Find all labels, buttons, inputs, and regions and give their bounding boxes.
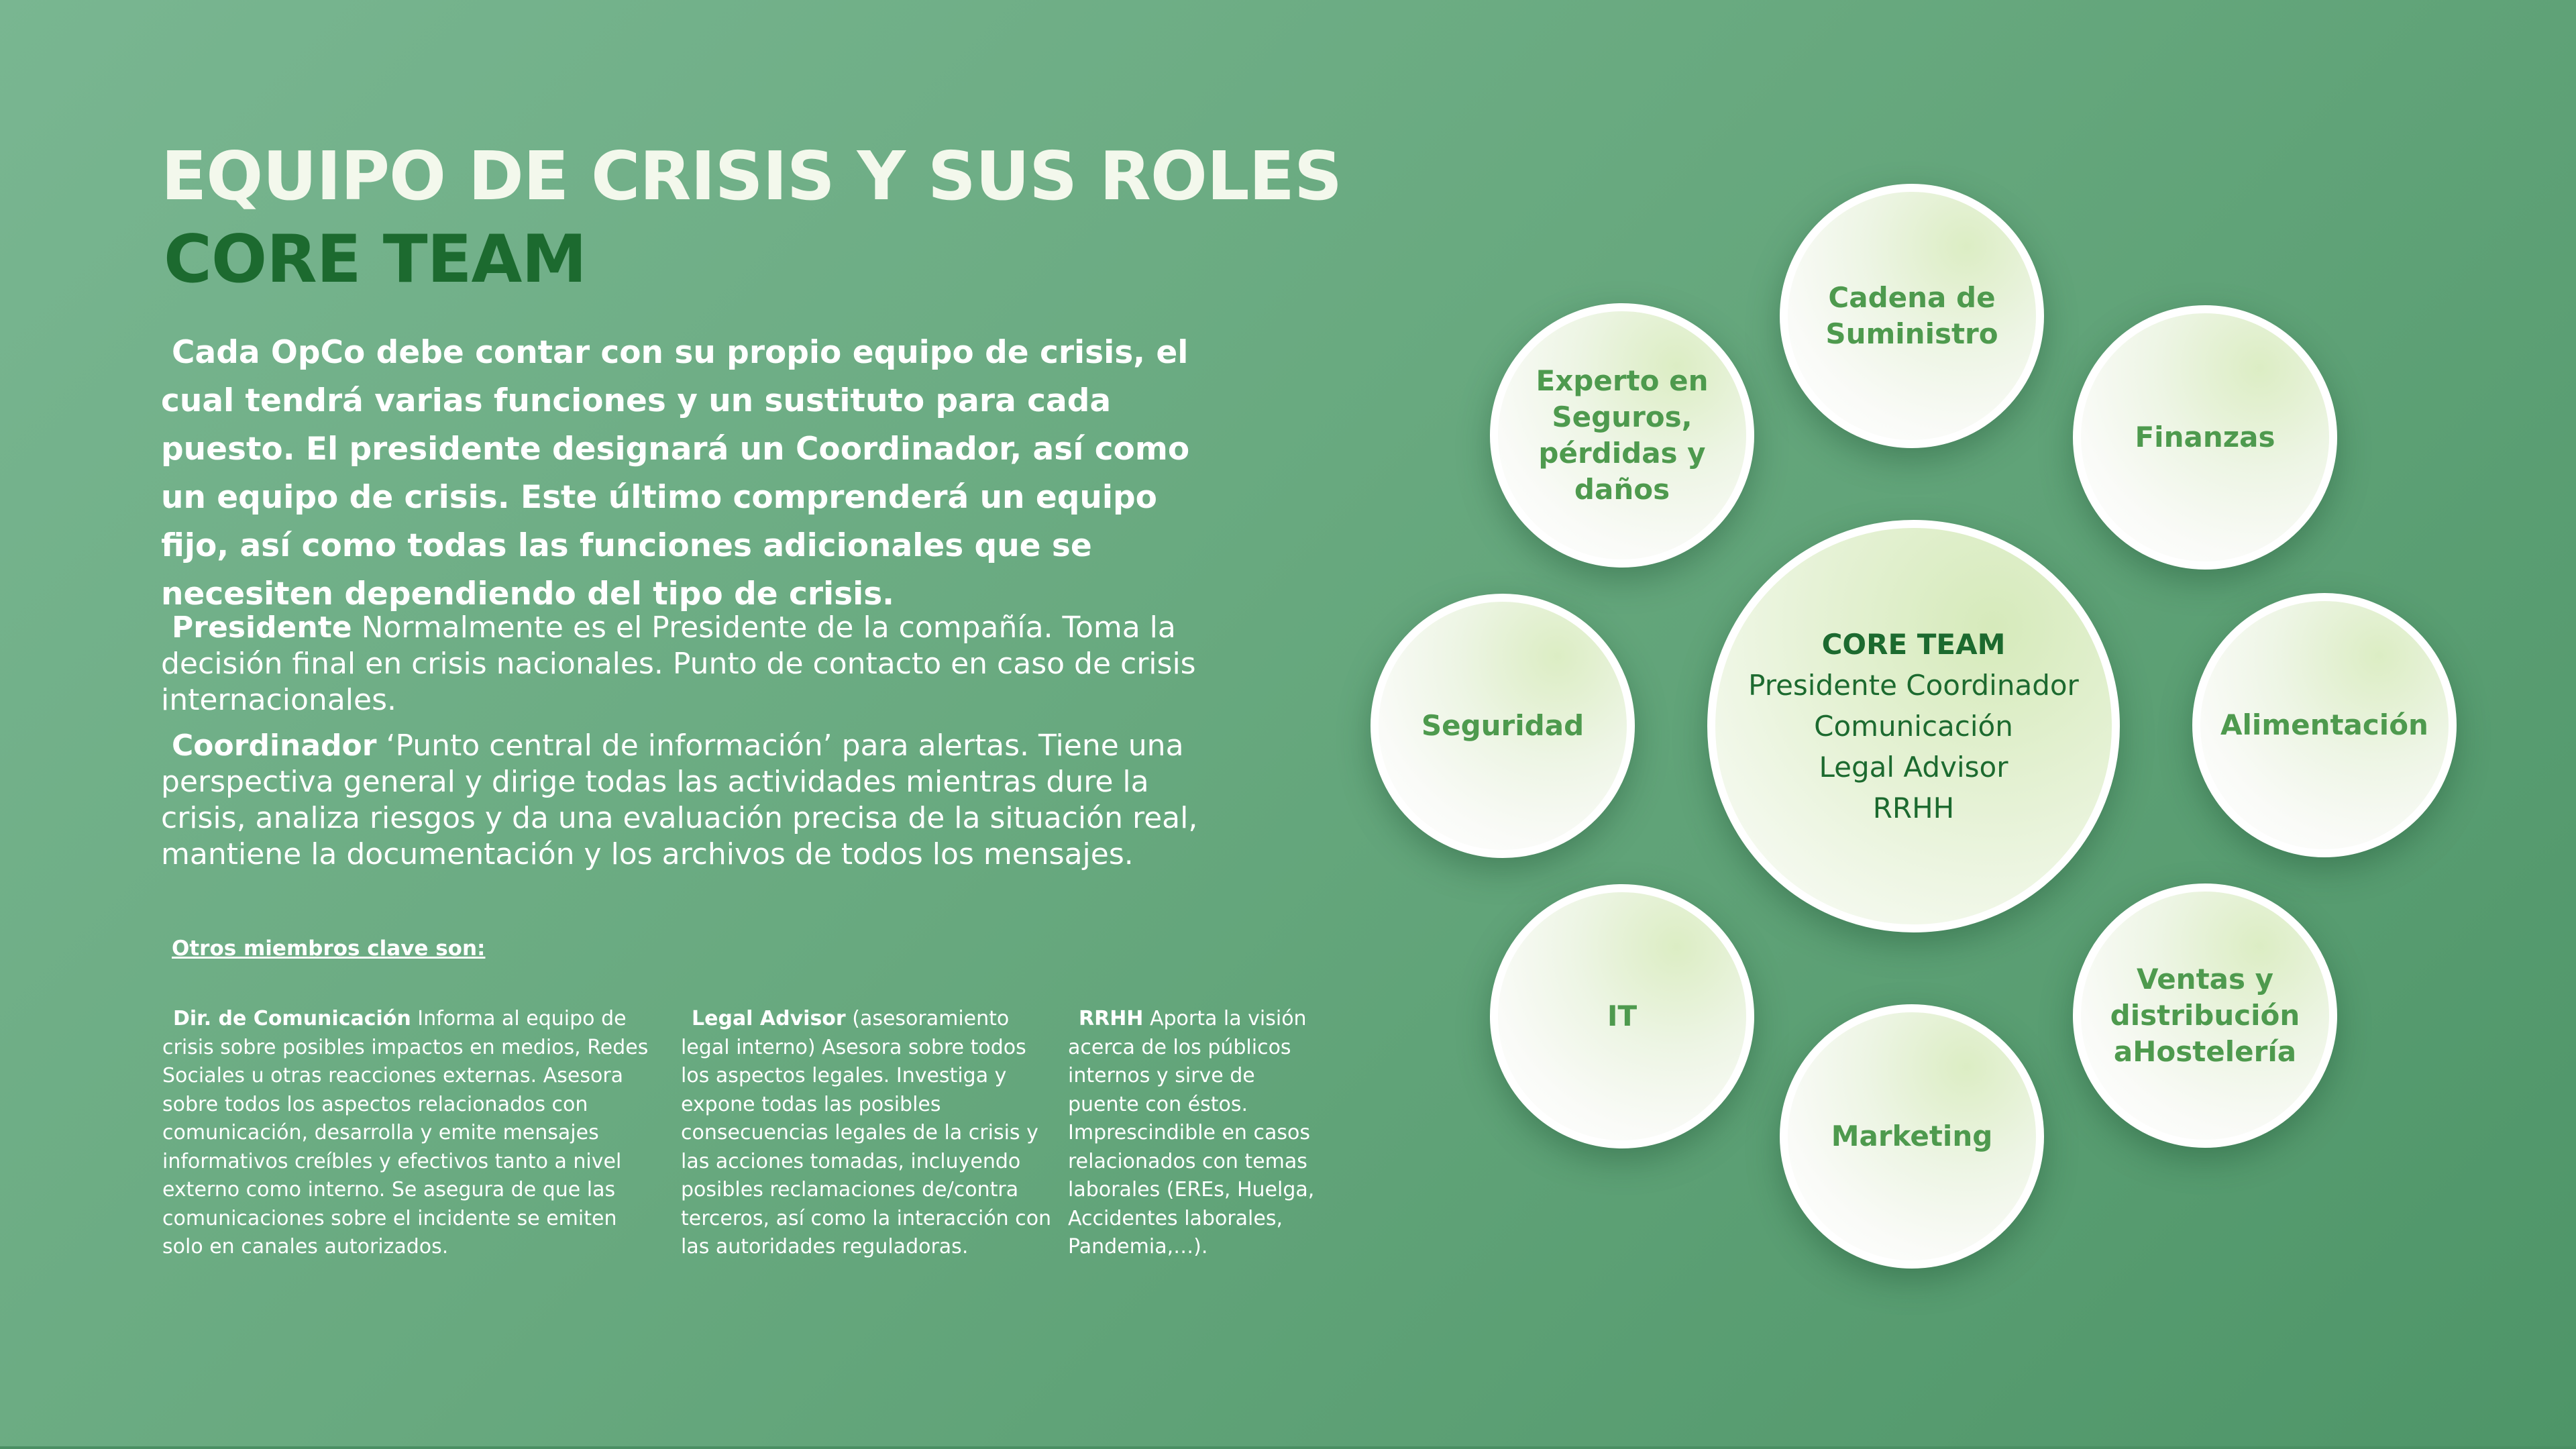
bubble-alimentacion	[2192, 593, 2457, 857]
page-title: EQUIPO DE CRISIS Y SUS ROLES	[161, 137, 1342, 215]
role-presidente	[161, 610, 1234, 718]
bubble-label: Experto en Seguros, pérdidas y daños	[1536, 364, 1709, 506]
bubble-label: Finanzas	[2135, 421, 2275, 453]
bubble-finanzas	[2073, 305, 2337, 570]
member-comunicacion-label: Dir. de Comunicación	[173, 1007, 411, 1030]
core-team-line: RRHH	[1872, 792, 1955, 824]
bubble-ventas-distribucion	[2073, 883, 2337, 1148]
bubble-label: Cadena de Suministro	[1825, 281, 1998, 350]
core-team-line: Presidente Coordinador	[1748, 669, 2079, 702]
core-team-line: Comunicación	[1814, 710, 2013, 743]
bubble-label: Ventas y distribución aHostelería	[2110, 963, 2300, 1068]
member-rrhh	[1068, 1005, 1316, 1262]
others-heading: Otros miembros clave son:	[172, 936, 486, 961]
role-presidente-text: Normalmente es el Presidente de la compañía. Toma la decisión final en crisis nacionales. Punto de contacto en caso de crisis internacionales.	[161, 610, 1196, 717]
core-team-line: Legal Advisor	[1819, 751, 2008, 784]
member-comunicacion-text: Informa al equipo de crisis sobre posibles impactos en medios, Redes Sociales u otras reacciones externas. Asesora sobre todos los aspectos relacionados con comunicación, desarrolla y emite mensajes informativos creíbles y efectivos tanto a nivel externo como interno. Se asegura de que las comunicaciones sobre el incidente se emiten solo en canales autorizados.	[162, 1007, 649, 1258]
bubble-label: IT	[1607, 1000, 1638, 1032]
bubble-label: Marketing	[1831, 1120, 1993, 1152]
member-comunicacion	[162, 1005, 659, 1262]
member-legal-advisor-label: Legal Advisor	[692, 1007, 846, 1030]
role-coordinador	[161, 728, 1234, 873]
intro-paragraph: Cada OpCo debe contar con su propio equipo de crisis, el cual tendrá varias funciones y un sustituto para cada puesto. El presidente designará un Coordinador, así como un equipo de crisis. Este último comprenderá un equipo fijo, así como todas las funciones adicionales que se necesiten dependiendo del tipo de crisis.	[161, 334, 1190, 612]
bubble-label: Seguridad	[1421, 709, 1585, 742]
bubble-cadena-suministro	[1780, 184, 2044, 448]
core-team-title: CORE TEAM	[1821, 628, 2006, 661]
role-coordinador-text: ‘Punto central de información’ para alertas. Tiene una perspectiva general y dirige todas las actividades mientras dure la crisis, analiza riesgos y da una evaluación precisa de la situación real, mantiene la documentación y los archivos de todos los mensajes.	[161, 729, 1198, 871]
page-subtitle: CORE TEAM	[164, 221, 586, 298]
member-legal-advisor-text: (asesoramiento legal interno) Asesora sobre todos los aspectos legales. Investiga y expone todas las posibles consecuencias legales de la crisis y las acciones tomadas, incluyendo posibles reclamaciones de/contra terceros, así como la interacción con las autoridades reguladoras.	[681, 1007, 1052, 1258]
member-rrhh-text: Aporta la visión acerca de los públicos internos y sirve de puente con éstos. Imprescindible en casos relacionados con temas laborales (EREs, Huelga, Accidentes laborales, Pandemia,…).	[1068, 1007, 1315, 1258]
member-legal-advisor	[681, 1005, 1060, 1262]
bubble-experto-seguros	[1490, 303, 1754, 568]
bubble-seguridad	[1371, 594, 1635, 858]
bubble-it	[1490, 884, 1754, 1148]
bottom-border	[0, 1446, 2576, 1449]
bubble-marketing	[1780, 1004, 2044, 1269]
member-rrhh-label: RRHH	[1079, 1007, 1144, 1030]
role-presidente-label: Presidente	[172, 610, 352, 645]
core-team-bubble	[1707, 520, 2120, 932]
role-coordinador-label: Coordinador	[172, 729, 377, 763]
bubble-label: Alimentación	[2220, 708, 2428, 741]
